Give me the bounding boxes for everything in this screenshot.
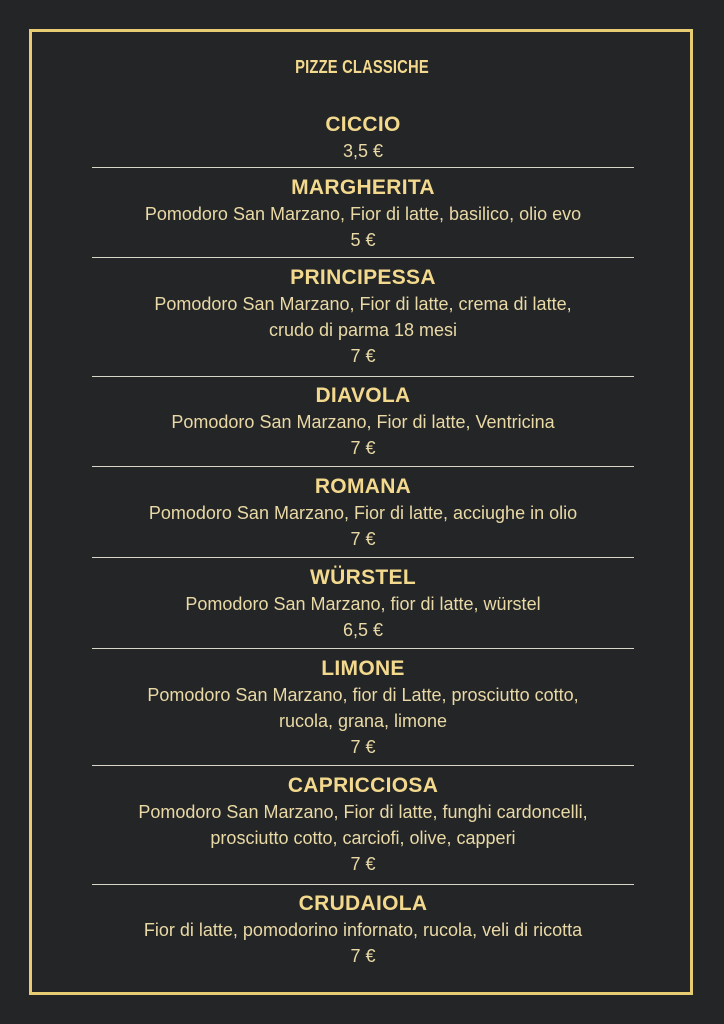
item-description: Pomodoro San Marzano, Fior di latte, Ventricina [171, 412, 555, 432]
item-name: DIAVOLA [315, 384, 411, 407]
item-name: WÜRSTEL [310, 566, 416, 589]
section-title: PIZZE CLASSICHE [295, 57, 429, 77]
divider [92, 167, 634, 168]
menu-item-wurstel [92, 564, 634, 643]
item-description: Pomodoro San Marzano, Fior di latte, basilico, olio evo [144, 204, 582, 224]
menu-item-diavola [92, 382, 634, 461]
divider [92, 765, 634, 766]
item-name: CRUDAIOLA [298, 892, 428, 915]
divider [92, 376, 634, 377]
item-price: 7 € [350, 529, 376, 549]
menu-item-capricciosa [92, 772, 634, 877]
item-description: Fior di latte, pomodorino infornato, rucola, veli di ricotta [143, 920, 583, 940]
item-price: 6,5 € [342, 620, 384, 640]
item-price: 7 € [350, 737, 376, 757]
menu-item-ciccio [92, 111, 634, 164]
item-description: prosciutto cotto, carciofi, olive, capperi [210, 828, 516, 848]
divider [92, 257, 634, 258]
divider [92, 648, 634, 649]
menu-item-margherita [92, 174, 634, 253]
divider [92, 466, 634, 467]
item-name: LIMONE [321, 657, 405, 680]
item-price: 7 € [350, 346, 376, 366]
item-name: MARGHERITA [291, 176, 435, 199]
item-description: rucola, grana, limone [278, 711, 448, 731]
item-name: CICCIO [325, 113, 401, 136]
item-price: 3,5 € [342, 141, 384, 161]
item-description: Pomodoro San Marzano, fior di Latte, prosciutto cotto, [147, 685, 579, 705]
item-name: ROMANA [314, 475, 412, 498]
menu-item-principessa [92, 264, 634, 369]
item-price: 5 € [350, 230, 376, 250]
item-price: 7 € [350, 946, 376, 966]
menu-item-romana [92, 473, 634, 552]
divider [92, 557, 634, 558]
item-price: 7 € [350, 438, 376, 458]
item-name: CAPRICCIOSA [287, 774, 439, 797]
item-description: crudo di parma 18 mesi [268, 320, 458, 340]
item-description: Pomodoro San Marzano, fior di latte, würstel [185, 594, 541, 614]
divider [92, 884, 634, 885]
item-description: Pomodoro San Marzano, Fior di latte, funghi cardoncelli, [138, 802, 588, 822]
item-price: 7 € [350, 854, 376, 874]
item-name: PRINCIPESSA [290, 266, 436, 289]
item-description: Pomodoro San Marzano, Fior di latte, acciughe in olio [148, 503, 578, 523]
item-description: Pomodoro San Marzano, Fior di latte, crema di latte, [154, 294, 572, 314]
menu-item-crudaiola [92, 890, 634, 969]
menu-item-limone [92, 655, 634, 760]
